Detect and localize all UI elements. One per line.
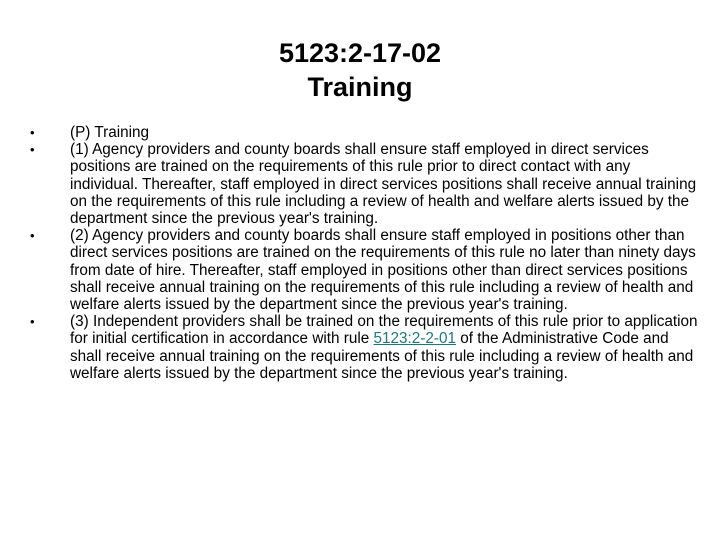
training-heading: Training	[307, 72, 413, 102]
rule-number-heading: 5123:2-17-02	[278, 38, 442, 68]
bullet-text: (1) Agency providers and county boards shall ensure staff employed in direct services positions are trained on the requirements of this rule prior to direct contact with any individual. Thereafter, staff employed in direct services positions shall receive annual training on the requirements of this rule including a review of health and welfare alerts issued by the department since the previous year's training.	[70, 141, 697, 228]
bullet-item	[30, 124, 700, 141]
bullet-item	[30, 141, 700, 227]
bullet-icon: •	[30, 142, 35, 158]
bullet-text-after-link: of the Administrative Code and shall receive annual training on the requirements of this rule including a review of health and welfare alerts issued by the department since the previous year's training.	[70, 330, 694, 382]
bullet-icon: •	[30, 228, 35, 244]
bullet-icon: •	[30, 125, 35, 140]
bullet-text: (2) Agency providers and county boards shall ensure staff employed in positions other than direct services positions are trained on the requirements of this rule no later than ninety days from date of hire. Thereafter, staff employed in positions other than direct services positions shall receive annual training on the requirements of this rule including a review of health and welfare alerts issued by the department since the previous year's training.	[70, 227, 696, 314]
bullet-text-before-link: (3) Independent providers shall be trained on the requirements of this rule prior to application for initial certification in accordance with rule	[70, 313, 698, 348]
bullet-icon: •	[30, 314, 35, 330]
bullet-text: (P) Training	[70, 124, 150, 141]
bullet-list	[30, 124, 700, 382]
bullet-item	[30, 313, 700, 382]
rule-link[interactable]: 5123:2-2-01	[373, 330, 457, 348]
bullet-item	[30, 227, 700, 313]
slide-title	[0, 36, 720, 104]
bullet-text	[70, 313, 700, 382]
